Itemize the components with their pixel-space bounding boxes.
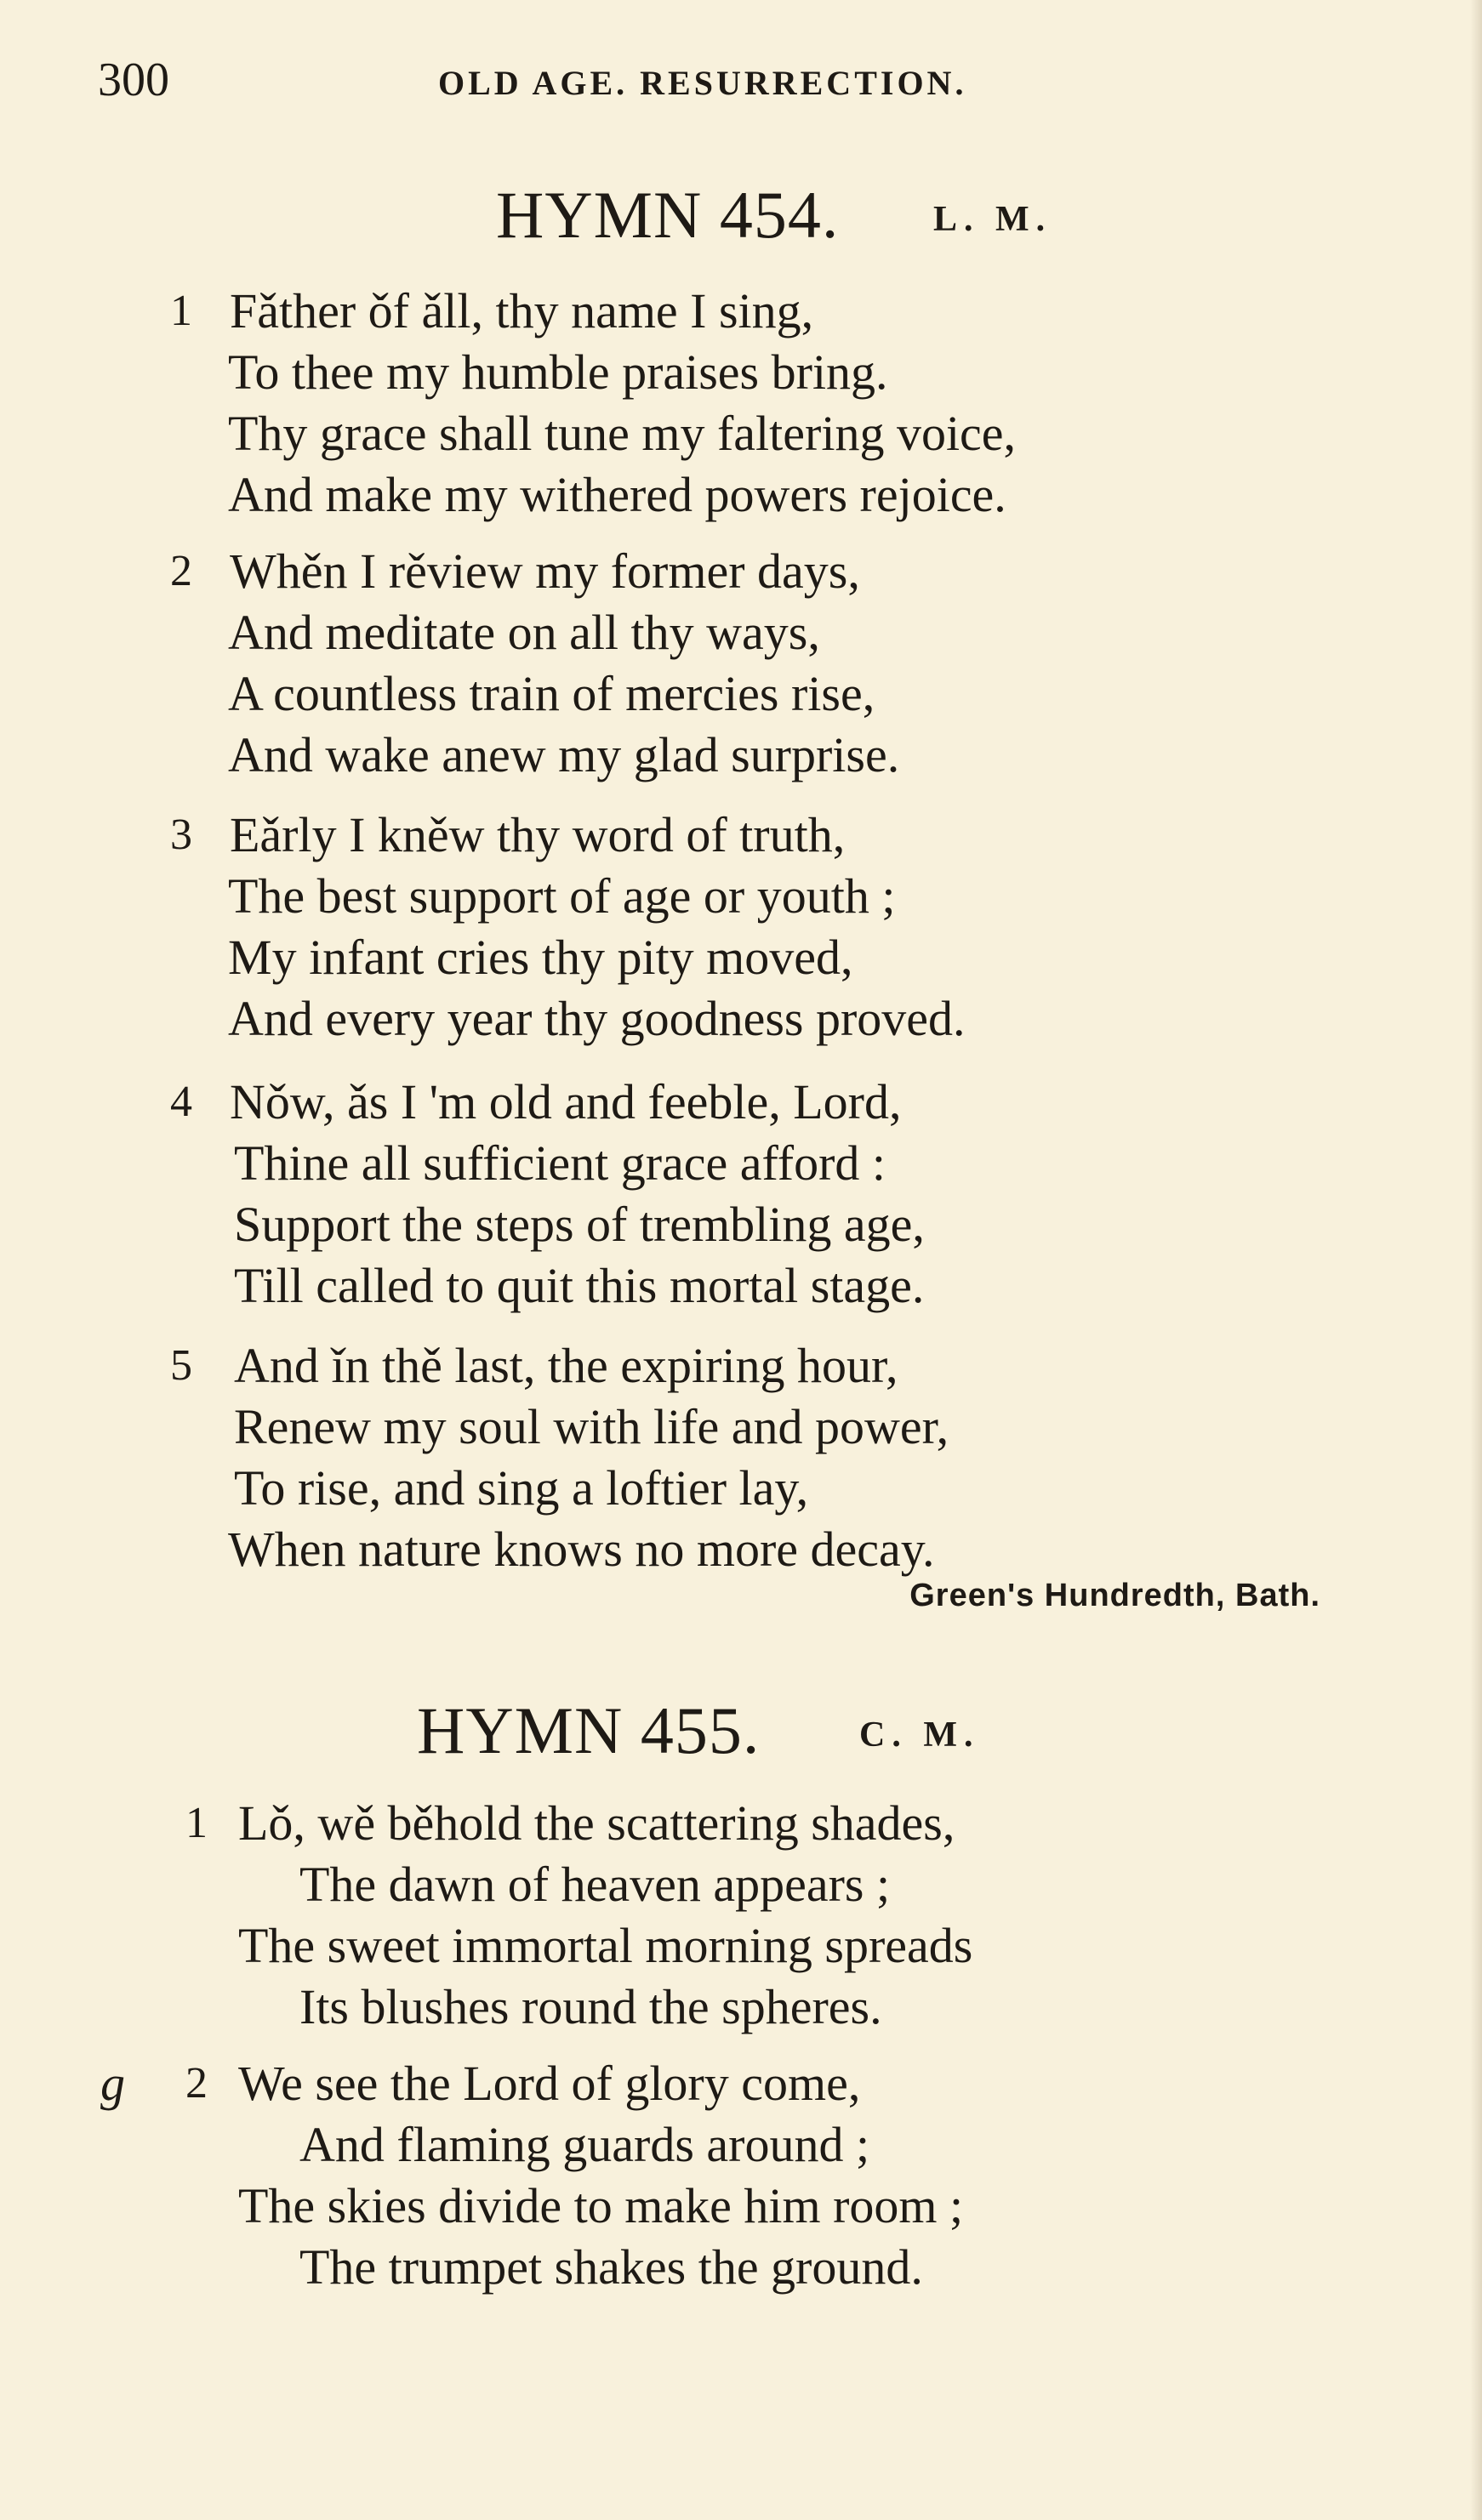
verse-number: 4 (170, 1078, 192, 1126)
verse-number: 2 (185, 2059, 208, 2108)
verse-line: Till called to quit this mortal stage. (234, 1258, 925, 1313)
hymn-meter: C. M. (859, 1715, 980, 1755)
verse-line: And wake anew my glad surprise. (228, 727, 900, 782)
verse-line: Nǒw, ǎs I 'm old and feeble, Lord, (230, 1074, 902, 1129)
verse-line: Thy grace shall tune my faltering voice, (228, 406, 1017, 461)
verse-line: And flaming guards around ; (299, 2117, 870, 2172)
verse-line: The best support of age or youth ; (228, 868, 896, 924)
verse-line: Eǎrly I kněw thy word of truth, (230, 807, 846, 862)
verse-line: Support the steps of trembling age, (234, 1197, 925, 1252)
dynamic-mark: g (100, 2056, 125, 2111)
verse-line: We see the Lord of glory come, (238, 2056, 861, 2111)
verse-line: Lǒ, wě běhold the scattering shades, (238, 1795, 955, 1851)
verse-line: Fǎther ǒf ǎll, thy name I sing, (230, 283, 814, 338)
hymn-meter: L. M. (933, 200, 1052, 239)
running-head: OLD AGE. RESURRECTION. (438, 64, 967, 102)
verse-line: The sweet immortal morning spreads (238, 1918, 973, 1973)
tune-name: Green's Hundredth, Bath. (909, 1578, 1320, 1613)
page-edge-shadow (1470, 0, 1482, 2520)
hymn-number: HYMN 455. (417, 1693, 761, 1767)
verse-number: 1 (185, 1799, 208, 1847)
verse-number: 3 (170, 811, 192, 859)
verse-line: The skies divide to make him room ; (238, 2178, 964, 2233)
verse-line: Whěn I rěview my former days, (230, 543, 860, 599)
verse-line: My infant cries thy pity moved, (228, 930, 853, 985)
verse-line: And make my withered powers rejoice. (228, 467, 1006, 522)
verse-number: 5 (170, 1341, 192, 1390)
page-number: 300 (98, 54, 169, 106)
verse-line: A countless train of mercies rise, (228, 666, 875, 721)
verse-line: Renew my soul with life and power, (234, 1399, 949, 1454)
verse-line: The trumpet shakes the ground. (299, 2239, 923, 2295)
verse-line: Its blushes round the spheres. (299, 1979, 882, 2034)
page-header (0, 53, 1482, 112)
verse-number: 1 (170, 287, 192, 335)
verse-line: And meditate on all thy ways, (228, 605, 820, 660)
verse-number: 2 (170, 547, 192, 595)
verse-line: Thine all sufficient grace afford : (234, 1135, 886, 1191)
verse-line: And every year thy goodness proved. (228, 991, 966, 1046)
verse-line: To rise, and sing a loftier lay, (234, 1460, 809, 1516)
verse-line: To thee my humble praises bring. (228, 344, 888, 400)
verse-line: When nature knows no more decay. (228, 1522, 935, 1577)
hymn-number: HYMN 454. (496, 178, 840, 252)
verse-line: The dawn of heaven appears ; (299, 1857, 891, 1912)
verse-line: And ǐn thě last, the expiring hour, (234, 1338, 898, 1393)
